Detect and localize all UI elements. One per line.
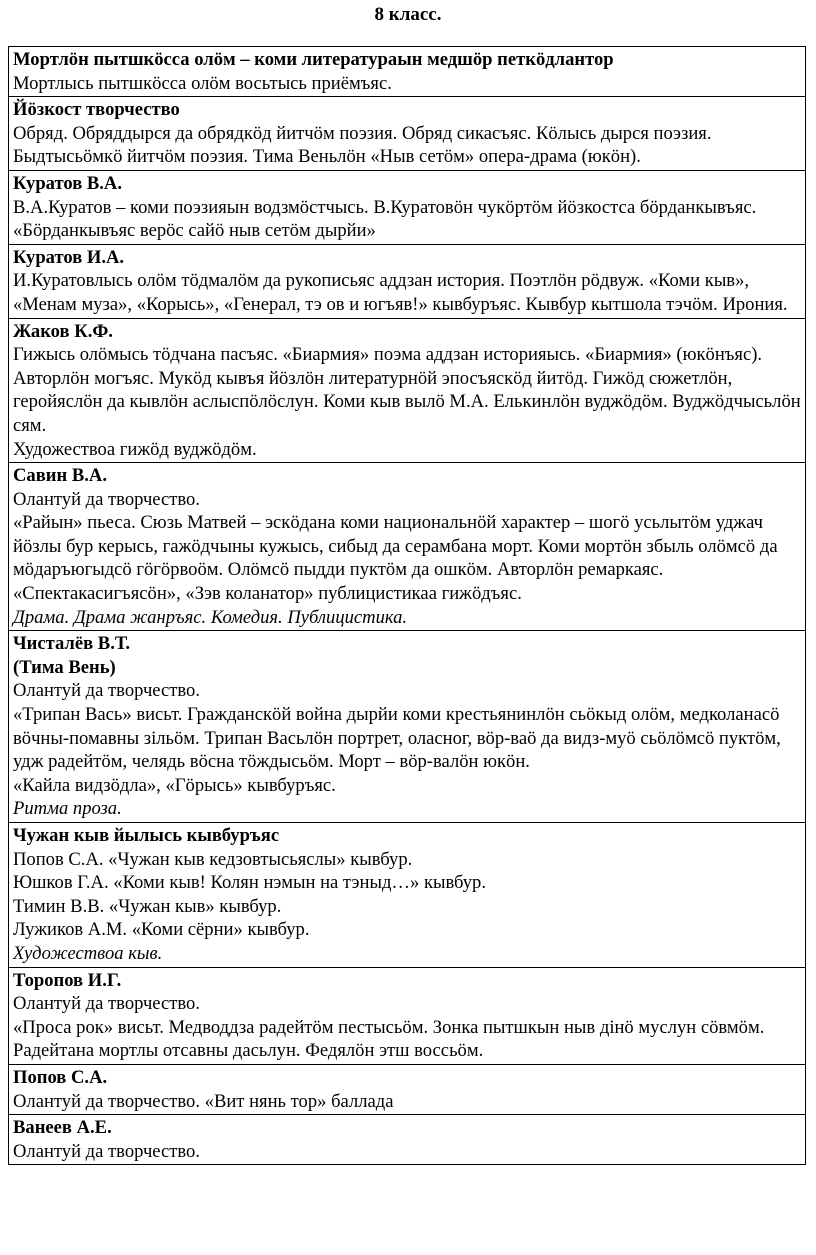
section-text: Попов С.А. «Чужан кыв кедзовтысьяслы» кывбур. bbox=[13, 848, 413, 870]
section-note: Ритма проза. bbox=[13, 798, 122, 820]
section-note: Драма. Драма жанръяс. Комедия. Публицистика. bbox=[13, 606, 408, 628]
table-cell bbox=[9, 463, 806, 631]
table-row bbox=[9, 244, 806, 318]
table-row bbox=[9, 97, 806, 171]
section-text: Олантуй да творчество. bbox=[13, 680, 200, 702]
table-row bbox=[9, 1064, 806, 1114]
table-row bbox=[9, 823, 806, 968]
section-text: Мортлысь пытшкӧсса олӧм восьтысь приёмъяс. bbox=[13, 72, 392, 94]
table-row bbox=[9, 318, 806, 463]
section-text: Гижысь олӧмысь тӧдчана пасъяс. «Биармия» поэма аддзан историяысь. «Биармия» (юкӧнъяс). Авторлӧн могъяс. Мукӧд кывъя йӧзлӧн литературнӧй эпосъяскӧд йитӧд. Гижӧд сюжетлӧн, геройяслӧн да кывлӧн аслыспӧлӧслун. Коми кыв вылӧ М.А. Елькинлӧн вуджӧдӧм. Вуджӧдчысьлӧн сям. bbox=[13, 344, 801, 436]
section-text: Художествоа гижӧд вуджӧдӧм. bbox=[13, 438, 257, 460]
table-row bbox=[9, 47, 806, 97]
section-text: Олантуй да творчество. bbox=[13, 488, 200, 510]
section-text: «Кайла видзӧдла», «Гӧрысь» кывбуръяс. bbox=[13, 774, 336, 796]
table-cell bbox=[9, 823, 806, 968]
section-heading: Чисталёв В.Т. bbox=[13, 633, 131, 655]
section-text: Олантуй да творчество. «Вит нянь тор» баллада bbox=[13, 1090, 394, 1112]
section-text: Тимин В.В. «Чужан кыв» кывбур. bbox=[13, 895, 282, 917]
table-cell bbox=[9, 170, 806, 244]
section-heading: Савин В.А. bbox=[13, 465, 107, 487]
section-heading: Мортлӧн пытшкӧсса олӧм – коми литератураын медшӧр петкӧдлантор bbox=[13, 49, 614, 70]
section-heading: Ванеев А.Е. bbox=[13, 1117, 112, 1139]
section-text: Олантуй да творчество. bbox=[13, 993, 200, 1015]
section-subheading: (Тима Вень) bbox=[13, 656, 116, 678]
table-row bbox=[9, 463, 806, 631]
section-text: «Спектакасигъясӧн», «Зэв коланатор» публицистикаа гижӧдъяс. bbox=[13, 583, 522, 605]
section-text: Обряд. Обряддырся да обрядкӧд йитчӧм поэзия. Обряд сикасъяс. Кӧлысь дырся поэзия. Быдтысьӧмкӧ йитчӧм поэзия. Тима Веньлӧн «Ныв сетӧм» опера-драма (юкӧн). bbox=[13, 122, 712, 168]
table-row bbox=[9, 631, 806, 823]
section-heading: Куратов И.А. bbox=[13, 246, 125, 268]
section-heading: Попов С.А. bbox=[13, 1066, 108, 1088]
table-row bbox=[9, 967, 806, 1064]
section-text: Олантуй да творчество. bbox=[13, 1140, 200, 1162]
table-cell bbox=[9, 631, 806, 823]
table-cell bbox=[9, 1115, 806, 1165]
section-text: «Трипан Вась» висьт. Гражданскӧй война дырйи коми крестьянинлӧн сьӧкыд олӧм, медколанасӧ вӧчны-помавны зільӧм. Трипан Васьлӧн портрет, оласног, вӧр-ваӧ да видз-муӧ сьӧлӧмсӧ пуктӧм, удж радейтӧм, челядь вӧсна тӧждысьӧм. Морт – вӧр-валӧн юкӧн. bbox=[13, 704, 781, 773]
section-text: Лужиков А.М. «Коми сёрни» кывбур. bbox=[13, 919, 310, 941]
section-heading: Куратов В.А. bbox=[13, 172, 123, 194]
table-cell bbox=[9, 244, 806, 318]
section-heading: Чужан кыв йылысь кывбуръяс bbox=[13, 825, 280, 846]
curriculum-table bbox=[8, 46, 806, 1165]
table-cell bbox=[9, 967, 806, 1064]
table-cell bbox=[9, 97, 806, 171]
section-heading: Жаков К.Ф. bbox=[13, 320, 113, 342]
section-text: «Райын» пьеса. Сюзь Матвей – эскӧдана коми национальнӧй характер – шогӧ усьлытӧм уджач йӧзлы бур керысь, гажӧдчыны кужысь, сибыд да серамбана морт. Коми мортӧн збыль олӧмсӧ да мӧдаръюгыдсӧ гӧгӧрвоӧм. Олӧмсӧ пыдди пуктӧм да ошкӧм. Авторлӧн ремаркаяс. bbox=[13, 512, 778, 581]
table-cell bbox=[9, 47, 806, 97]
table-cell bbox=[9, 1064, 806, 1114]
section-text: В.А.Куратов – коми поэзияын водзмӧстчысь. В.Куратовӧн чукӧртӧм йӧзкостса бӧрданкывъяс. «Бӧрданкывъяс верӧс сайӧ ныв сетӧм дырйи» bbox=[13, 196, 757, 242]
table-cell bbox=[9, 318, 806, 463]
section-heading: Торопов И.Г. bbox=[13, 969, 122, 991]
table-row bbox=[9, 1115, 806, 1165]
section-text: Юшков Г.А. «Коми кыв! Колян нэмын на тэныд…» кывбур. bbox=[13, 872, 486, 894]
table-row bbox=[9, 170, 806, 244]
section-text: И.Куратовлысь олӧм тӧдмалӧм да рукописьяс аддзан история. Поэтлӧн рӧдвуж. «Коми кыв», «Менам муза», «Корысь», «Генерал, тэ ов и югъяв!» кывбуръяс. Кывбур кытшола тэчӧм. Ирония. bbox=[13, 270, 788, 315]
section-text: «Проса рок» висьт. Медводдза радейтӧм пестысьӧм. Зонка пытшкын ныв дiнӧ муслун сӧвмӧм. Радейтана мортлы отсавны дасьлун. Федялӧн этш воссьӧм. bbox=[13, 1016, 765, 1062]
page-title: 8 класс. bbox=[374, 4, 442, 25]
section-note: Художествоа кыв. bbox=[13, 942, 163, 964]
section-heading: Йӧзкост творчество bbox=[13, 99, 180, 121]
